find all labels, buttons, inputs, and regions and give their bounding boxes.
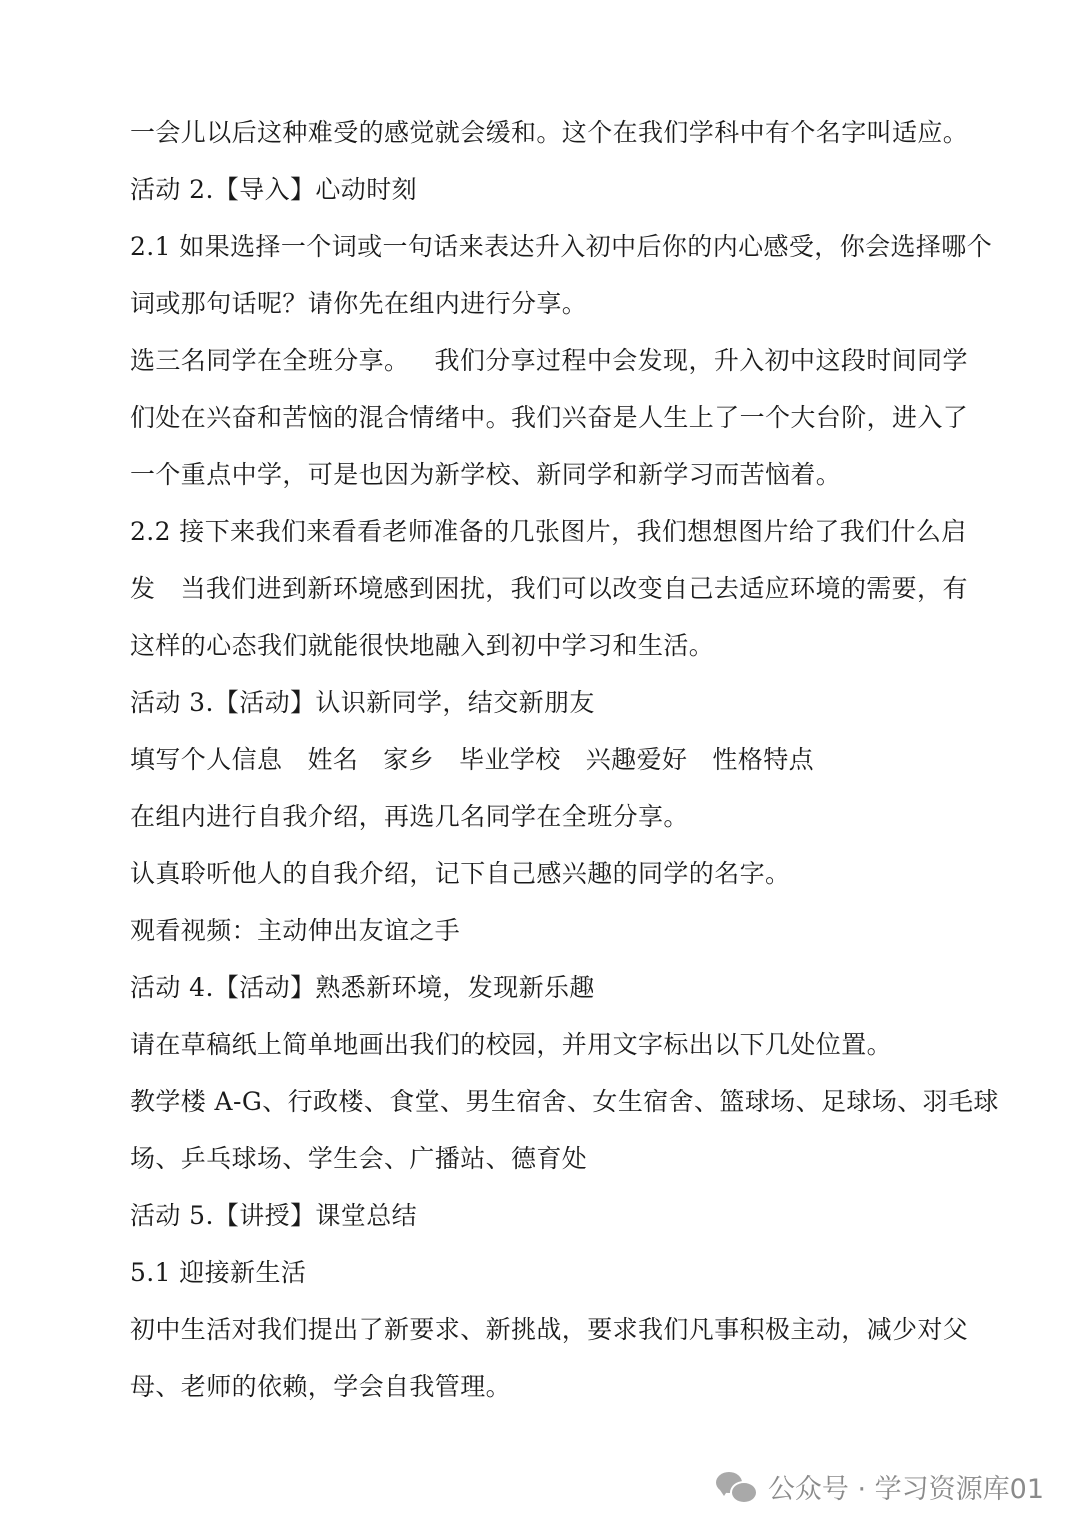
text-line: 这样的心态我们就能很快地融入到初中学习和生活。 bbox=[130, 631, 715, 660]
text-line: 选三名同学在全班分享。 我们分享过程中会发现，升入初中这段时间同学 bbox=[130, 346, 968, 375]
text-line: 2.2 接下来我们来看看老师准备的几张图片，我们想想图片给了我们什么启 bbox=[130, 517, 967, 546]
text-line: 发 当我们进到新环境感到困扰，我们可以改变自己去适应环境的需要，有 bbox=[130, 574, 968, 603]
text-line: 填写个人信息 姓名 家乡 毕业学校 兴趣爱好 性格特点 bbox=[130, 745, 815, 774]
section-heading-activity-4: 活动 4.【活动】熟悉新环境，发现新乐趣 bbox=[130, 973, 595, 1002]
text-line: 母、老师的依赖，学会自我管理。 bbox=[130, 1372, 512, 1401]
wechat-icon bbox=[714, 1468, 758, 1504]
section-heading-activity-3: 活动 3.【活动】认识新同学，结交新朋友 bbox=[130, 688, 595, 717]
text-line: 2.1 如果选择一个词或一句话来表达升入初中后你的内心感受，你会选择哪个 bbox=[130, 232, 993, 261]
watermark bbox=[714, 1464, 1044, 1508]
text-line: 初中生活对我们提出了新要求、新挑战，要求我们凡事积极主动，减少对父 bbox=[130, 1315, 969, 1344]
text-line: 一个重点中学，可是也因为新学校、新同学和新学习而苦恼着。 bbox=[130, 460, 842, 489]
text-line: 词或那句话呢？请你先在组内进行分享。 bbox=[130, 289, 588, 318]
text-line: 认真聆听他人的自我介绍，记下自己感兴趣的同学的名字。 bbox=[130, 859, 791, 888]
text-line: 们处在兴奋和苦恼的混合情绪中。我们兴奋是人生上了一个大台阶，进入了 bbox=[130, 403, 969, 432]
watermark-text: 公众号 · 学习资源库01 bbox=[767, 1473, 1044, 1505]
text-line: 场、乒乓球场、学生会、广播站、德育处 bbox=[130, 1144, 588, 1173]
text-line: 5.1 迎接新生活 bbox=[130, 1258, 307, 1287]
section-heading-activity-2: 活动 2.【导入】心动时刻 bbox=[130, 175, 418, 204]
text-line: 一会儿以后这种难受的感觉就会缓和。这个在我们学科中有个名字叫适应。 bbox=[130, 118, 969, 147]
document-body bbox=[130, 104, 999, 1415]
text-line: 观看视频：主动伸出友谊之手 bbox=[130, 916, 461, 945]
text-line: 在组内进行自我介绍，再选几名同学在全班分享。 bbox=[130, 802, 689, 831]
text-line: 教学楼 A-G、行政楼、食堂、男生宿舍、女生宿舍、篮球场、足球场、羽毛球 bbox=[130, 1087, 999, 1116]
section-heading-activity-5: 活动 5.【讲授】课堂总结 bbox=[130, 1201, 418, 1230]
text-line: 请在草稿纸上简单地画出我们的校园，并用文字标出以下几处位置。 bbox=[130, 1030, 893, 1059]
